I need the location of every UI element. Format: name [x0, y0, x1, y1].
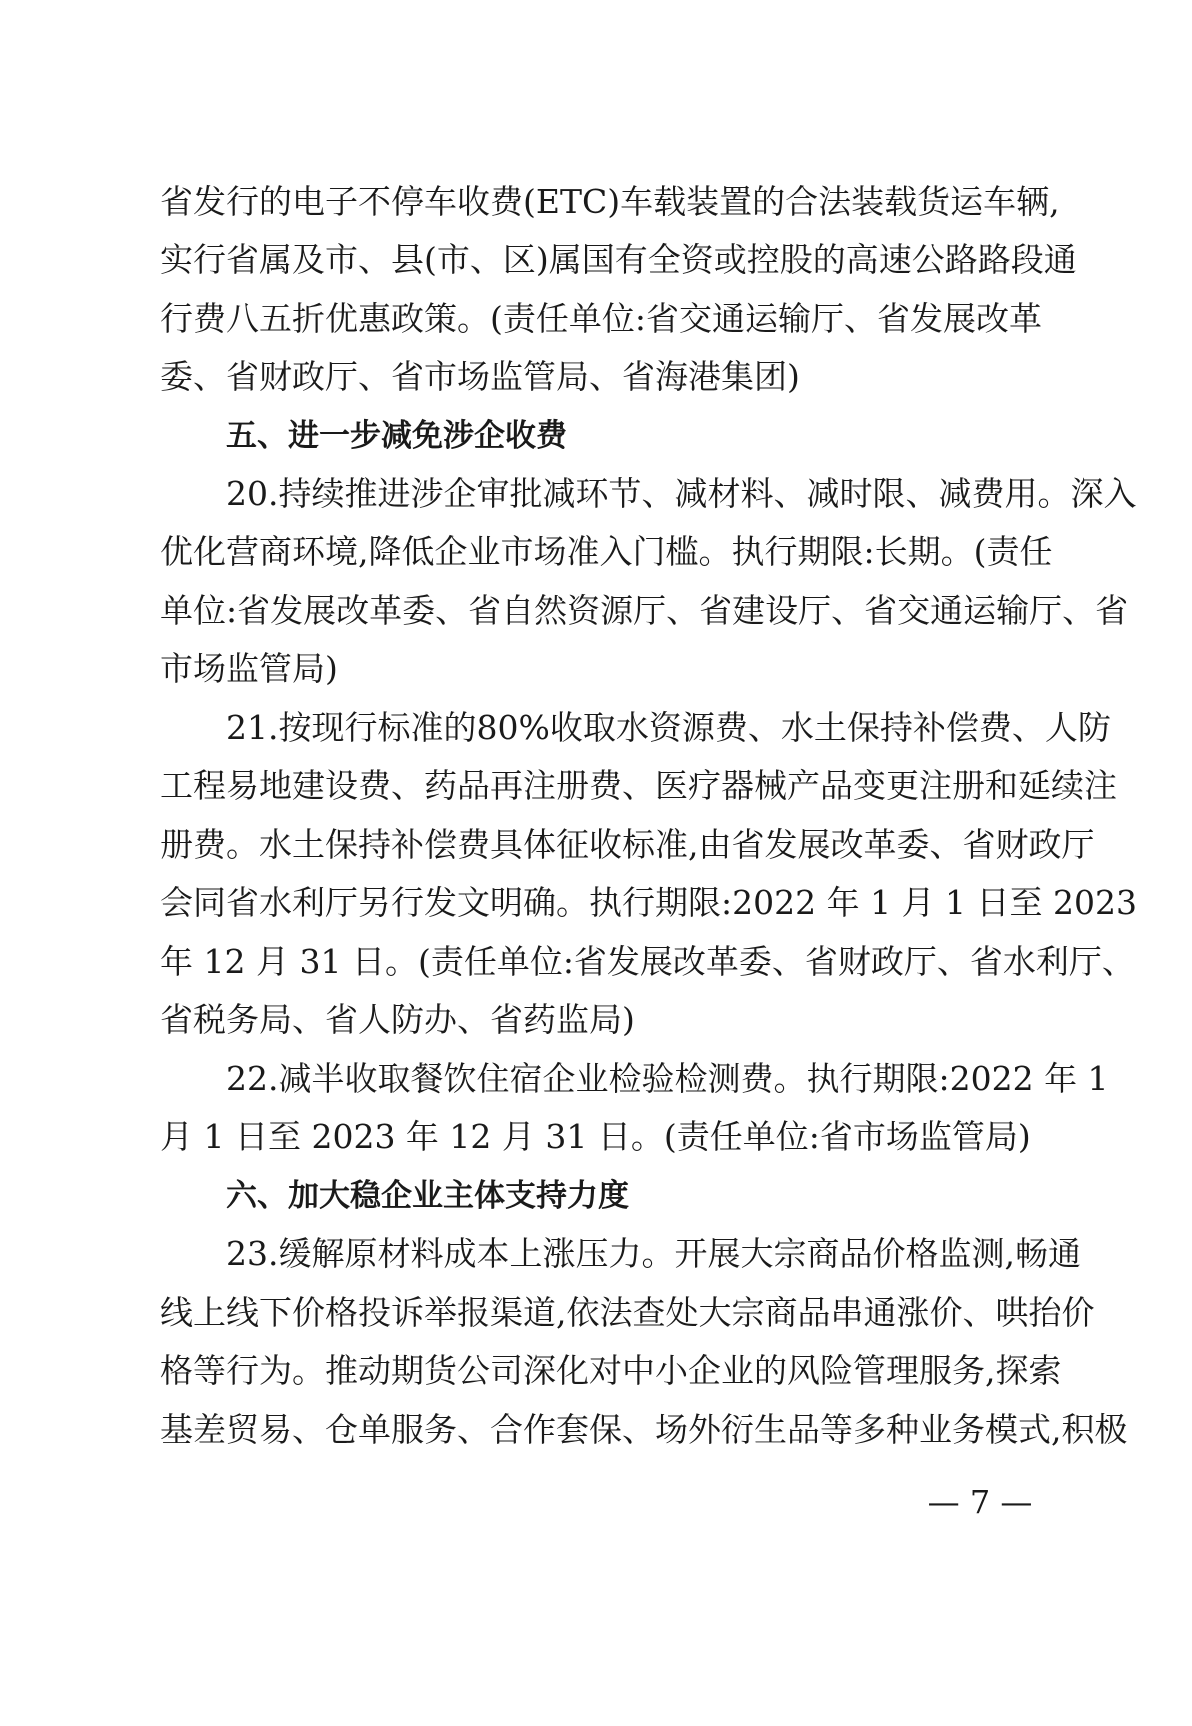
paragraph-line: 单位:省发展改革委、省自然资源厅、省建设厅、省交通运输厅、省 [160, 591, 1129, 630]
paragraph-line: 会同省水利厅另行发文明确。执行期限:2022 年 1 月 1 日至 2023 [160, 883, 1138, 922]
page-number: — 7 — [927, 1483, 1033, 1521]
paragraph-line: 优化营商环境,降低企业市场准入门槛。执行期限:长期。(责任 [160, 532, 1053, 571]
paragraph-line: 23.缓解原材料成本上涨压力。开展大宗商品价格监测,畅通 [226, 1234, 1081, 1273]
paragraph-line: 省税务局、省人防办、省药监局) [160, 1000, 635, 1039]
paragraph-line: 22.减半收取餐饮住宿企业检验检测费。执行期限:2022 年 1 [226, 1059, 1109, 1098]
paragraph-line: 线上线下价格投诉举报渠道,依法查处大宗商品串通涨价、哄抬价 [160, 1293, 1095, 1332]
paragraph-line: 实行省属及市、县(市、区)属国有全资或控股的高速公路路段通 [160, 240, 1077, 279]
paragraph-line: 年 12 月 31 日。(责任单位:省发展改革委、省财政厅、省水利厅、 [160, 942, 1135, 981]
paragraph-line: 省发行的电子不停车收费(ETC)车载装置的合法装载货运车辆, [160, 182, 1060, 221]
paragraph-line: 行费八五折优惠政策。(责任单位:省交通运输厅、省发展改革 [160, 299, 1042, 338]
paragraph-line: 工程易地建设费、药品再注册费、医疗器械产品变更注册和延续注 [160, 766, 1117, 805]
section-heading: 六、加大稳企业主体支持力度 [226, 1178, 629, 1214]
paragraph-line: 基差贸易、仓单服务、合作套保、场外衍生品等多种业务模式,积极 [160, 1410, 1128, 1449]
paragraph-line: 月 1 日至 2023 年 12 月 31 日。(责任单位:省市场监管局) [160, 1117, 1031, 1156]
section-heading: 五、进一步减免涉企收费 [226, 418, 567, 454]
paragraph-line: 20.持续推进涉企审批减环节、减材料、减时限、减费用。深入 [226, 474, 1137, 513]
paragraph-line: 市场监管局) [160, 649, 338, 688]
paragraph-line: 格等行为。推动期货公司深化对中小企业的风险管理服务,探索 [160, 1351, 1062, 1390]
paragraph-line: 21.按现行标准的80%收取水资源费、水土保持补偿费、人防 [226, 708, 1111, 747]
paragraph-line: 册费。水土保持补偿费具体征收标准,由省发展改革委、省财政厅 [160, 825, 1095, 864]
paragraph-line: 委、省财政厅、省市场监管局、省海港集团) [160, 357, 800, 396]
